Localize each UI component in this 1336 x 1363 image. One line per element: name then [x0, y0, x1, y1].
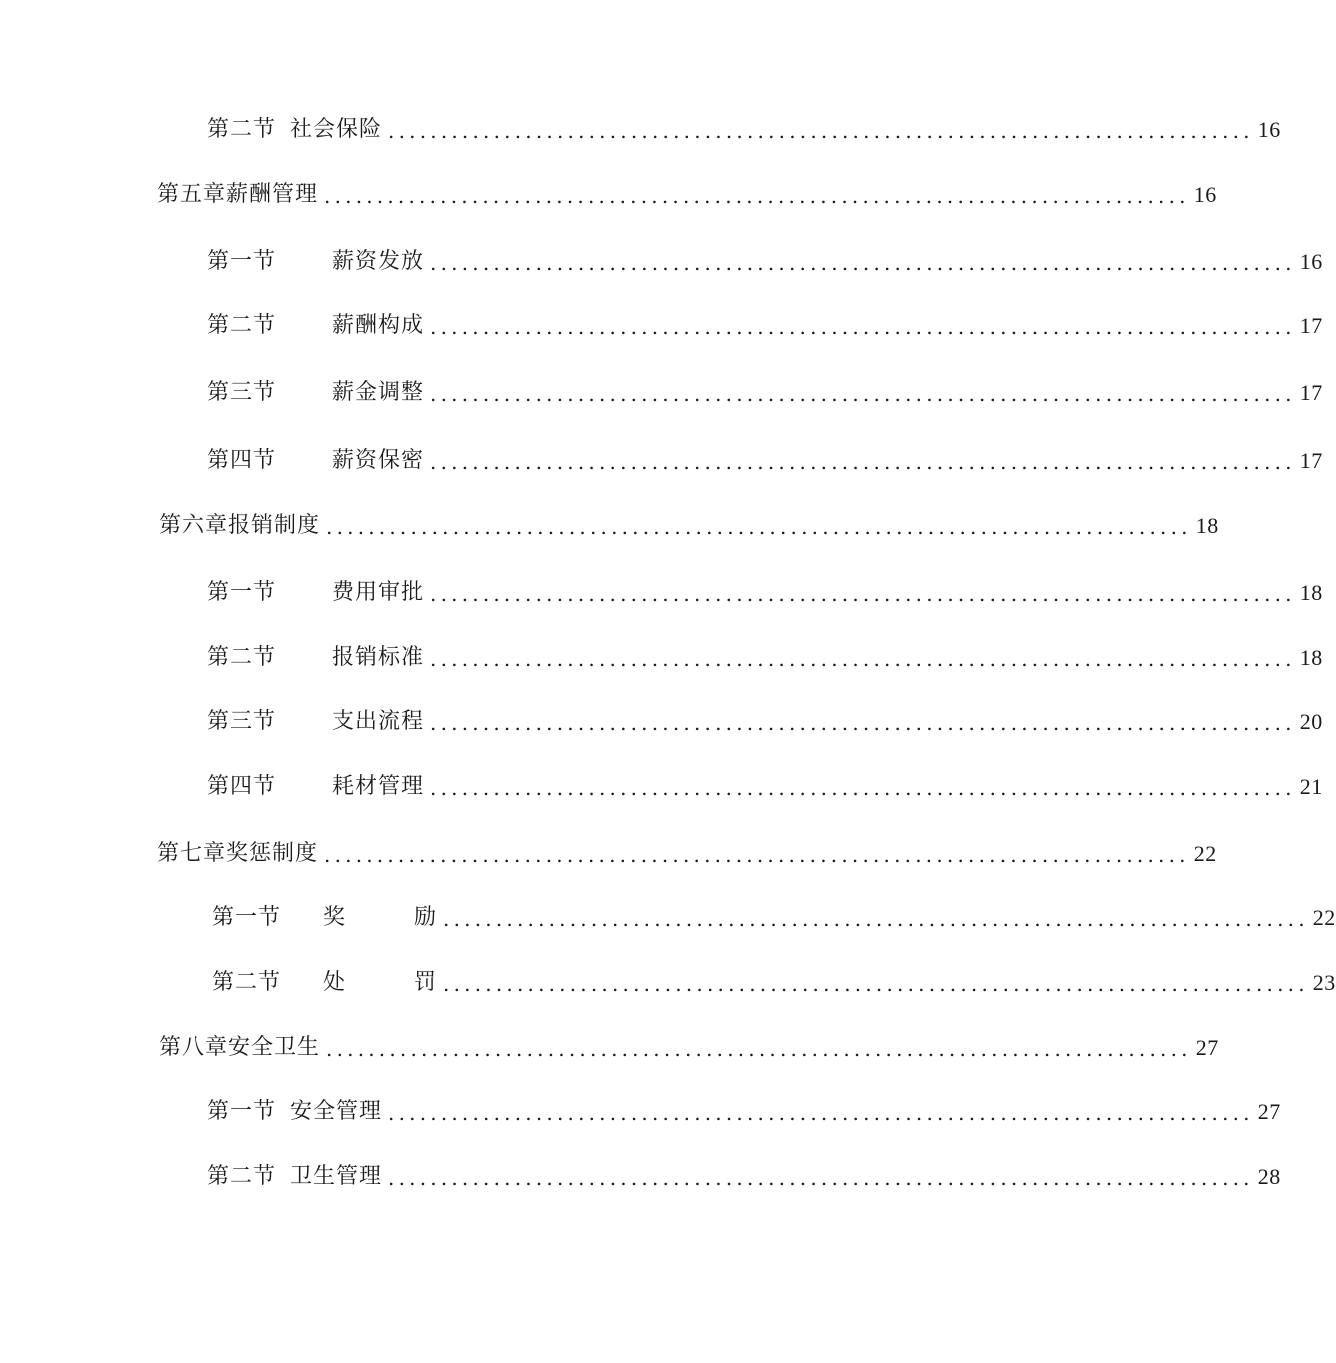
section-title: 安全管理 — [290, 1099, 383, 1124]
toc-entry[interactable] — [207, 1092, 1281, 1126]
section-number: 第四节 — [207, 774, 277, 799]
toc-entry[interactable] — [207, 306, 1323, 340]
page-number: 16 — [1257, 117, 1281, 142]
toc-entry[interactable] — [212, 963, 1336, 997]
toc-entry-text — [207, 116, 382, 144]
toc-entry[interactable] — [207, 573, 1323, 607]
section-number: 第三节 — [207, 380, 277, 405]
toc-entry-text — [207, 708, 424, 736]
toc-entry-text — [212, 969, 437, 997]
toc-entry-text — [207, 248, 424, 276]
section-number: 第二节 — [212, 970, 282, 995]
page-number: 18 — [1195, 513, 1219, 538]
section-title — [323, 904, 437, 932]
section-number: 第四节 — [207, 448, 277, 473]
dot-leader: .................................................................................. — [324, 843, 1190, 867]
page-number: 27 — [1195, 1035, 1219, 1060]
section-number: 第三节 — [207, 709, 277, 734]
dot-leader: .................................................................................. — [430, 776, 1296, 800]
dot-leader: .................................................................................. — [430, 711, 1296, 735]
section-title: 薪金调整 — [332, 380, 425, 405]
toc-entry[interactable] — [207, 767, 1323, 801]
dot-leader: .................................................................................. — [388, 1101, 1254, 1125]
section-title: 费用审批 — [332, 580, 425, 605]
section-title: 耗材管理 — [332, 774, 425, 799]
section-title: 薪资发放 — [332, 249, 425, 274]
section-number: 第二节 — [207, 117, 277, 142]
dot-leader: .................................................................................. — [430, 450, 1296, 474]
page-number: 21 — [1299, 774, 1323, 799]
toc-entry[interactable] — [157, 834, 1217, 868]
section-title — [323, 969, 437, 997]
toc-entry-text — [207, 644, 424, 672]
toc-entry[interactable] — [207, 373, 1323, 407]
section-number: 第一节 — [207, 249, 277, 274]
page-number: 28 — [1257, 1164, 1281, 1189]
dot-leader: .................................................................................. — [388, 119, 1254, 143]
page-number: 17 — [1299, 380, 1323, 405]
toc-entry[interactable] — [159, 1028, 1219, 1062]
section-title-char: 罚 — [414, 970, 438, 995]
toc-entry[interactable] — [212, 898, 1336, 932]
section-number: 第二节 — [207, 645, 277, 670]
dot-leader: .................................................................................. — [326, 1037, 1192, 1061]
section-title: 报销标准 — [332, 645, 425, 670]
toc-entry-text — [207, 773, 424, 801]
dot-leader: .................................................................................. — [326, 515, 1192, 539]
section-number: 第一节 — [207, 1099, 277, 1124]
section-title-char: 处 — [323, 970, 347, 995]
chapter-title: 第七章奖惩制度 — [157, 841, 319, 866]
dot-leader: .................................................................................. — [430, 315, 1296, 339]
section-number: 第二节 — [207, 1164, 277, 1189]
toc-entry-text — [207, 1163, 382, 1191]
section-title-char: 励 — [414, 905, 438, 930]
toc-entry[interactable] — [207, 242, 1323, 276]
toc-entry-text — [207, 579, 424, 607]
section-title: 卫生管理 — [290, 1164, 383, 1189]
page-number: 17 — [1299, 313, 1323, 338]
dot-leader: .................................................................................. — [430, 382, 1296, 406]
toc-entry-text — [207, 379, 424, 407]
page-number: 23 — [1312, 970, 1336, 995]
section-title: 支出流程 — [332, 709, 425, 734]
page-number: 22 — [1312, 905, 1336, 930]
toc-entry[interactable] — [207, 638, 1323, 672]
page-number: 16 — [1193, 182, 1217, 207]
dot-leader: .................................................................................. — [443, 972, 1309, 996]
section-number: 第二节 — [207, 313, 277, 338]
page-number: 16 — [1299, 249, 1323, 274]
section-title: 薪酬构成 — [332, 313, 425, 338]
toc-entry[interactable] — [207, 1157, 1281, 1191]
dot-leader: .................................................................................. — [443, 907, 1309, 931]
section-number: 第一节 — [207, 580, 277, 605]
toc-entry-text — [207, 312, 424, 340]
dot-leader: .................................................................................. — [324, 184, 1190, 208]
toc-entry[interactable] — [207, 441, 1323, 475]
toc-entry[interactable] — [207, 702, 1323, 736]
page-number: 18 — [1299, 580, 1323, 605]
toc-entry-text — [207, 447, 424, 475]
chapter-title: 第六章报销制度 — [159, 513, 321, 538]
toc-entry-text — [212, 904, 437, 932]
toc-entry[interactable] — [159, 506, 1219, 540]
page-number: 20 — [1299, 709, 1323, 734]
page-number: 22 — [1193, 841, 1217, 866]
toc-entry[interactable] — [157, 175, 1217, 209]
dot-leader: .................................................................................. — [430, 251, 1296, 275]
toc-entry-text — [207, 1098, 382, 1126]
toc-entry[interactable] — [207, 110, 1281, 144]
section-title: 薪资保密 — [332, 448, 425, 473]
dot-leader: .................................................................................. — [430, 582, 1296, 606]
section-title-char: 奖 — [323, 905, 347, 930]
chapter-title: 第八章安全卫生 — [159, 1035, 321, 1060]
chapter-title: 第五章薪酬管理 — [157, 182, 319, 207]
page-number: 18 — [1299, 645, 1323, 670]
section-number: 第一节 — [212, 905, 282, 930]
dot-leader: .................................................................................. — [430, 647, 1296, 671]
dot-leader: .................................................................................. — [388, 1166, 1254, 1190]
page-number: 17 — [1299, 448, 1323, 473]
section-title: 社会保险 — [290, 117, 383, 142]
page-number: 27 — [1257, 1099, 1281, 1124]
